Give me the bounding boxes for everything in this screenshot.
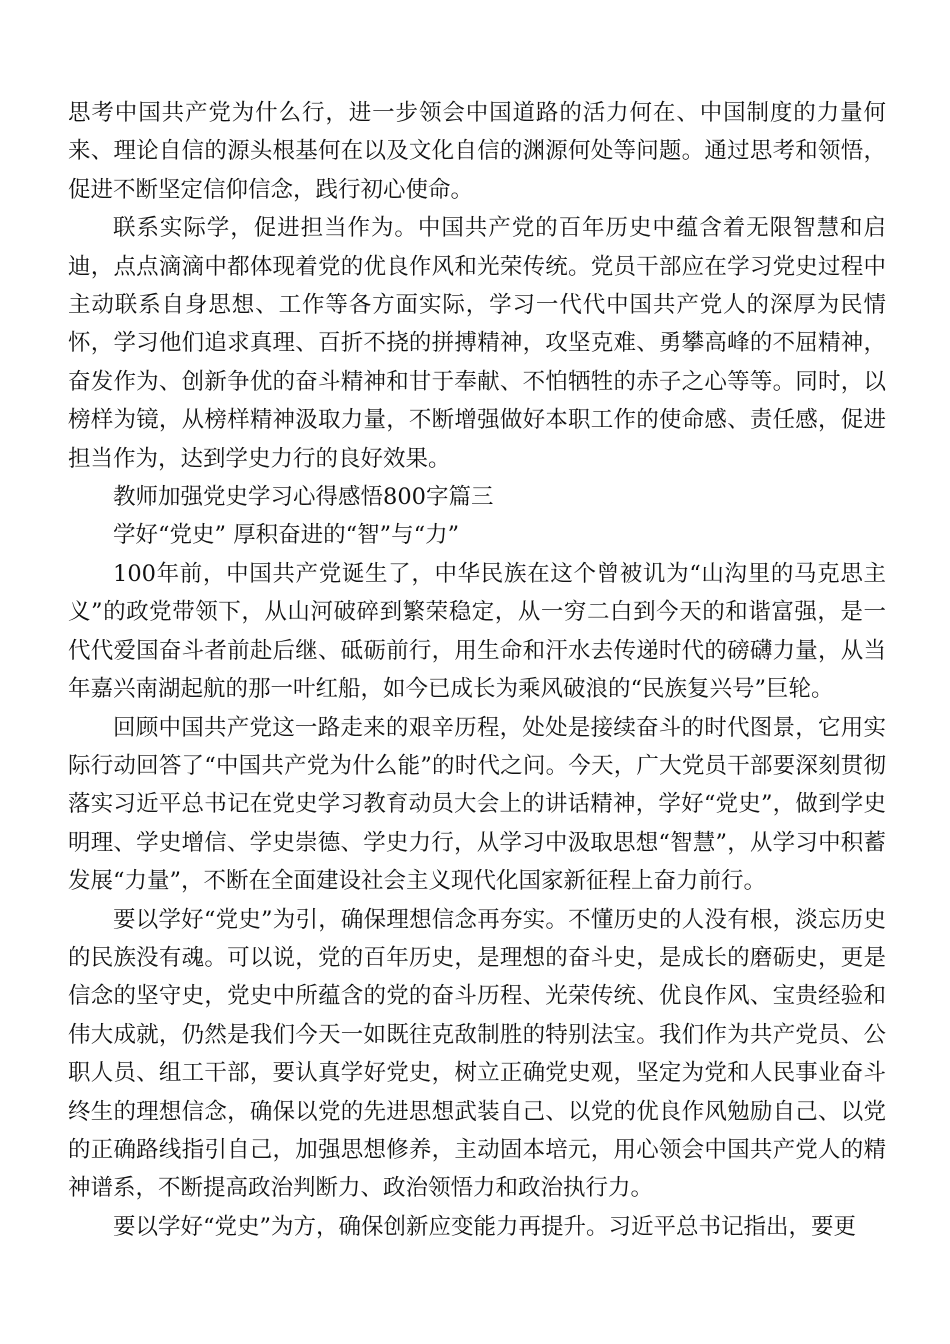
paragraph: 要以学好“党史”为方，确保创新应变能力再提升。习近平总书记指出，要更 — [113, 1213, 857, 1240]
paragraph: 回顾中国共产党这一路走来的艰辛历程，处处是接续奋斗的时代图景，它用实际行动回答了“中国共产党为什么能”的时代之问。今天，广大党员干部要深刻贯彻落实习近平总书记在党史学习教育动员大会上的讲话精神，学好“党史”，做到学史明理、学史增信、学史崇德、学史力行，从学习中汲取思想“智慧”，从学习中积蓄发展“力量”，不断在全面建设社会主义现代化国家新征程上奋力前行。 — [68, 714, 886, 895]
paragraph: 思考中国共产党为什么行，进一步领会中国道路的活力何在、中国制度的力量何来、理论自信的源头根基何在以及文化自信的渊源何处等问题。通过思考和领悟，促进不断坚定信仰信念，践行初心使命。 — [68, 100, 886, 203]
paragraph: 100年前，中国共产党诞生了，中华民族在这个曾被讥为“山沟里的马克思主义”的政党带领下，从山河破碎到繁荣稳定，从一穷二白到今天的和谐富强，是一代代爱国奋斗者前赴后继、砥砺前行，用生命和汗水去传递时代的磅礴力量，从当年嘉兴南湖起航的那一叶红船，如今已成长为乘风破浪的“民族复兴号”巨轮。 — [68, 560, 886, 703]
section-title: 教师加强党史学习心得感悟800字篇三 — [113, 484, 494, 511]
article-title: 学好“党史” 厚积奋进的“智”与“力” — [113, 522, 460, 549]
document-body — [68, 94, 886, 1246]
paragraph: 联系实际学，促进担当作为。中国共产党的百年历史中蕴含着无限智慧和启迪，点点滴滴中都体现着党的优良作风和光荣传统。党员干部应在学习党史过程中主动联系自身思想、工作等各方面实际，学习一代代中国共产党人的深厚为民情怀，学习他们追求真理、百折不挠的拼搏精神，攻坚克难、勇攀高峰的不屈精神，奋发作为、创新争优的奋斗精神和甘于奉献、不怕牺牲的赤子之心等等。同时，以榜样为镜，从榜样精神汲取力量，不断增强做好本职工作的使命感、责任感，促进担当作为，达到学史力行的良好效果。 — [68, 215, 886, 472]
paragraph: 要以学好“党史”为引，确保理想信念再夯实。不懂历史的人没有根，淡忘历史的民族没有魂。可以说，党的百年历史，是理想的奋斗史，是成长的磨砺史，更是信念的坚守史，党史中所蕴含的党的奋斗历程、光荣传统、优良作风、宝贵经验和伟大成就，仍然是我们今天一如既往克敌制胜的特别法宝。我们作为共产党员、公职人员、组工干部，要认真学好党史，树立正确党史观，坚定为党和人民事业奋斗终生的理想信念，确保以党的先进思想武装自己、以党的优良作风勉励自己、以党的正确路线指引自己，加强思想修养，主动固本培元，用心领会中国共产党人的精神谱系，不断提高政治判断力、政治领悟力和政治执行力。 — [68, 906, 886, 1202]
